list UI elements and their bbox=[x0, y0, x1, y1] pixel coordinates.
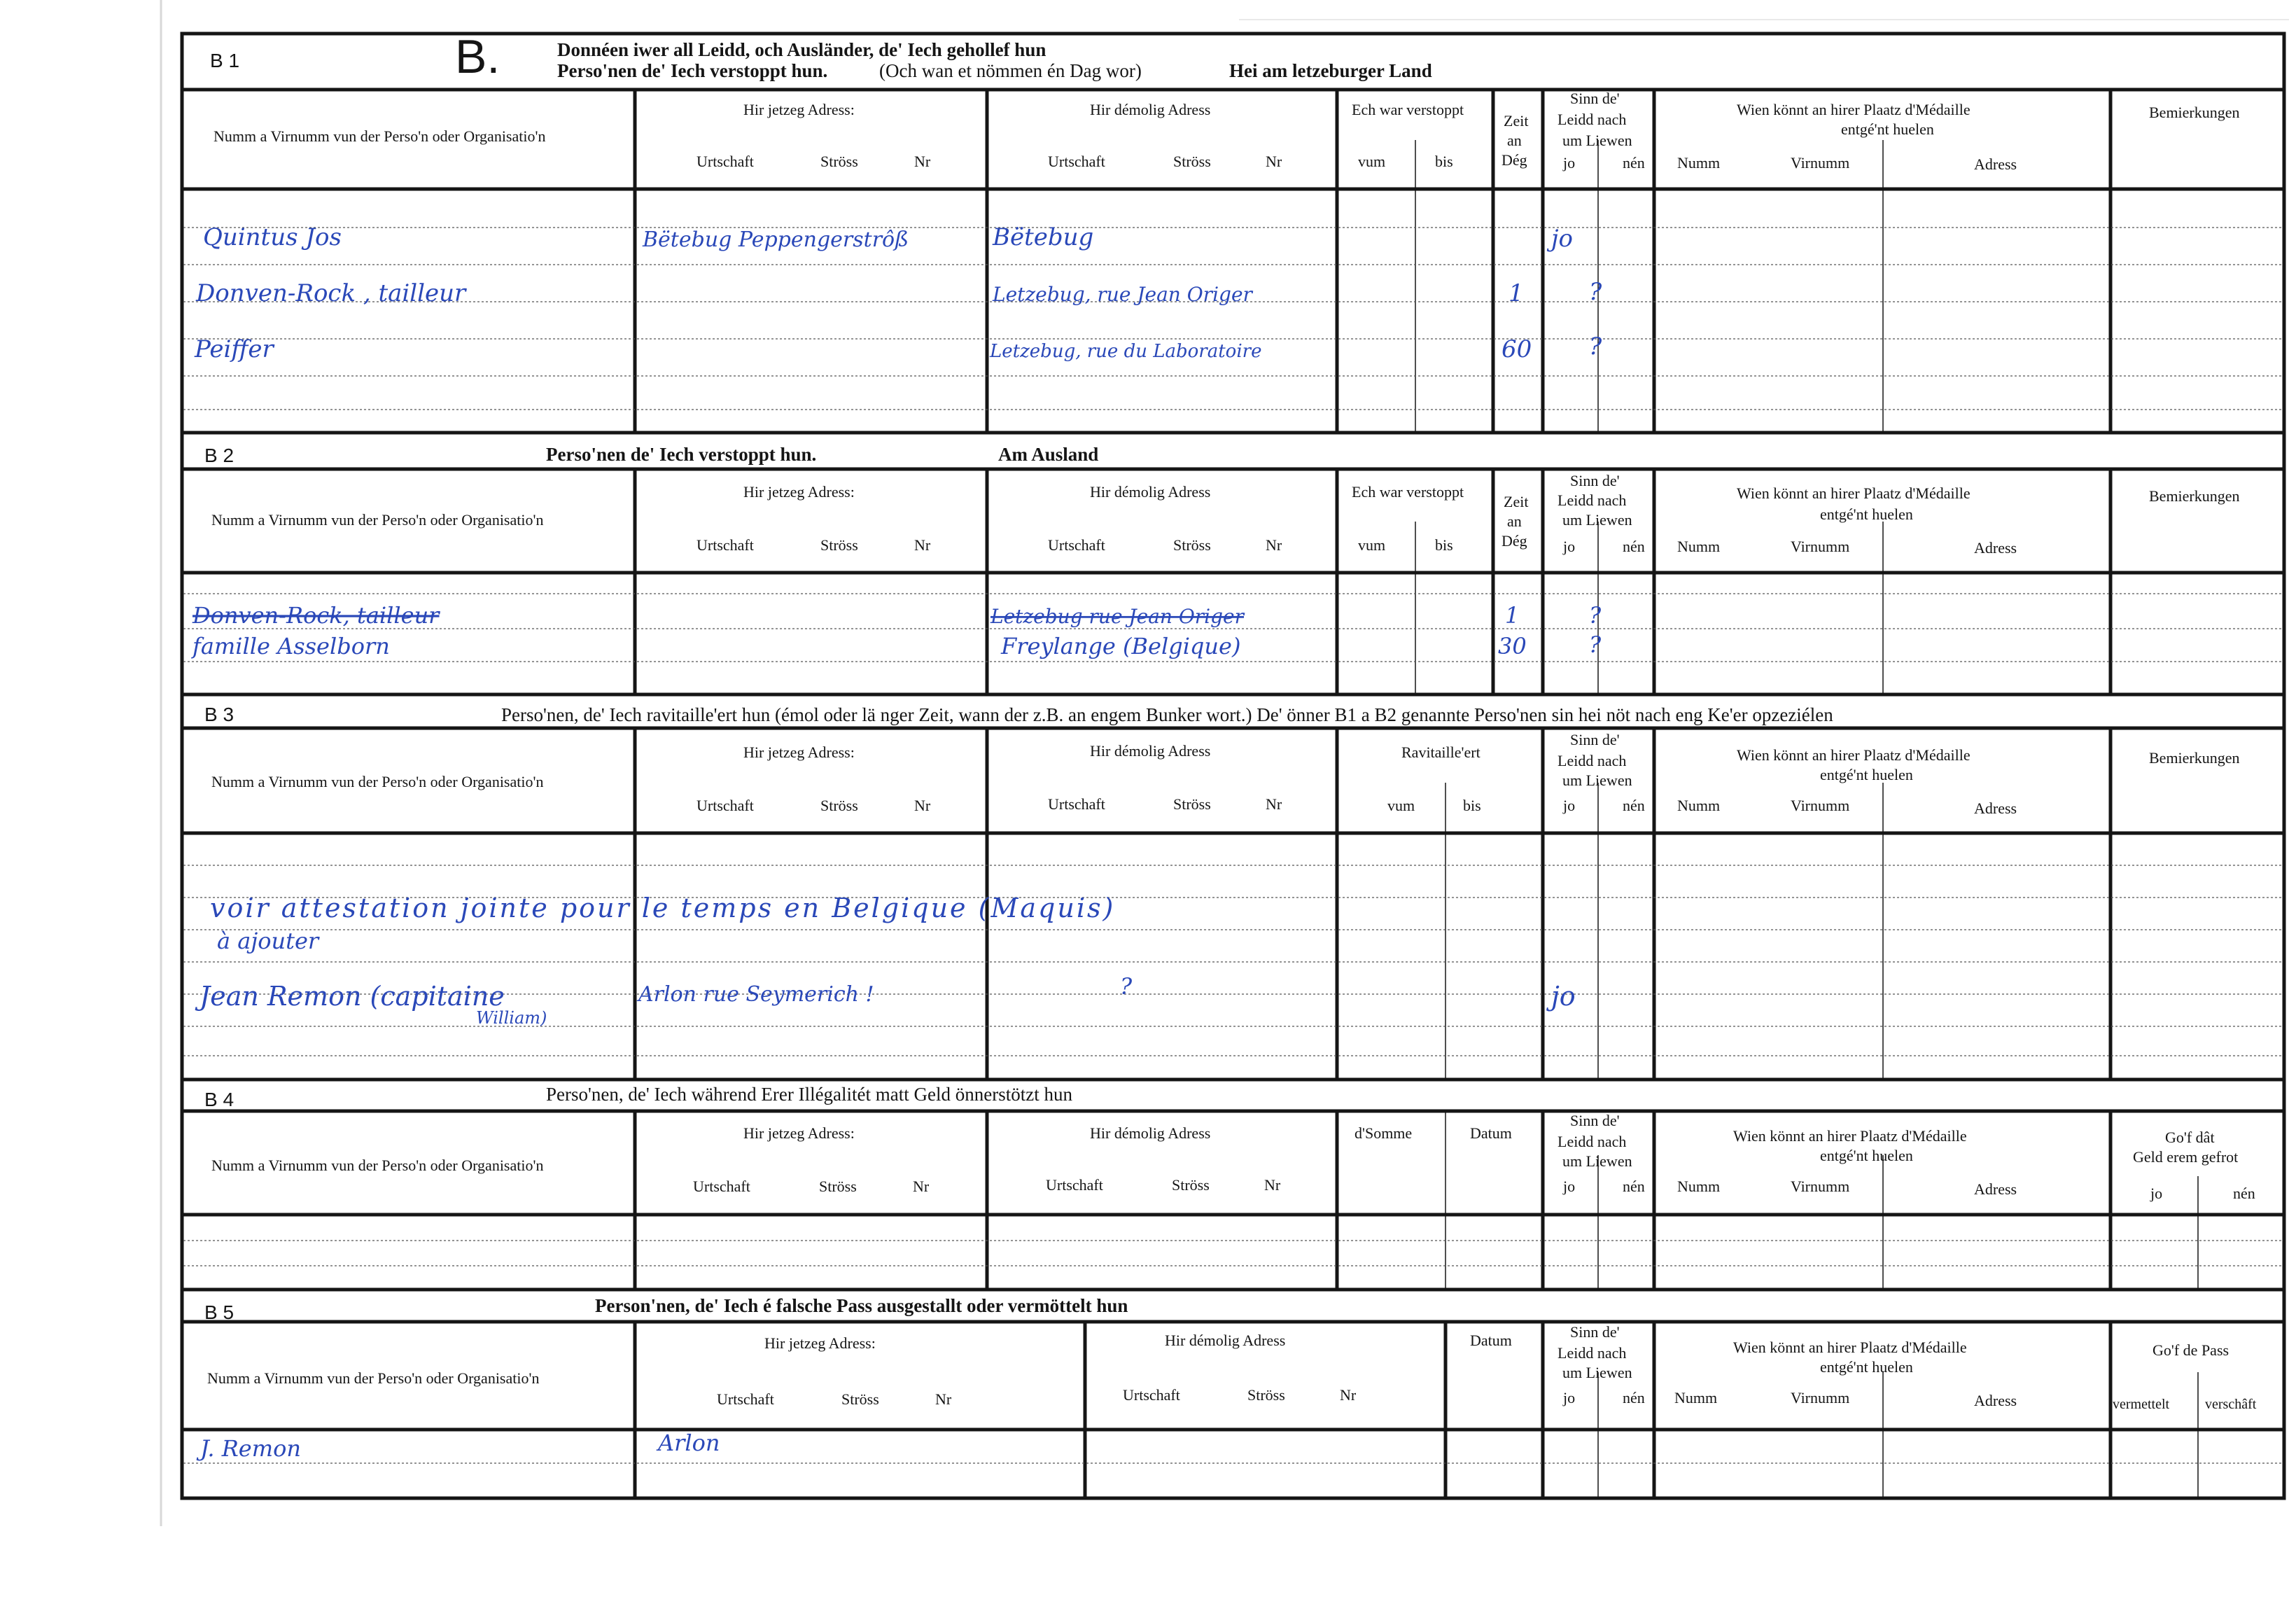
col-surname: Numm bbox=[1674, 1389, 1718, 1406]
col-medal: Wien könnt an hirer Plaatz d'Médaille bbox=[1737, 746, 1970, 764]
col-hidden: Ech war verstoppt bbox=[1352, 101, 1464, 118]
col-surname: Numm bbox=[1677, 1178, 1721, 1195]
col-locality: Urtschaft bbox=[1048, 795, 1105, 813]
col-issued: verschâft bbox=[2205, 1397, 2257, 1412]
col-street: Ströss bbox=[820, 153, 858, 170]
col-locality: Urtschaft bbox=[1048, 536, 1105, 554]
col-former-address: Hir démolig Adress bbox=[1090, 483, 1211, 501]
col-alive: Leidd nach bbox=[1558, 752, 1627, 769]
col-street: Ströss bbox=[1173, 153, 1211, 170]
section-title-b1: Hei am letzeburger Land bbox=[1229, 60, 1432, 81]
col-medal: Wien könnt an hirer Plaatz d'Médaille bbox=[1733, 1127, 1967, 1145]
b1-row2-former: Letzebug, rue Jean Origer bbox=[993, 283, 1252, 306]
col-medal: entgé'nt huelen bbox=[1820, 1147, 1913, 1164]
col-nr: Nr bbox=[914, 536, 931, 554]
col-no: nén bbox=[1623, 154, 1645, 172]
col-hidden: Ech war verstoppt bbox=[1352, 483, 1464, 501]
col-remarks: Bemierkungen bbox=[2149, 104, 2240, 121]
col-name: Numm a Virnumm vun der Perso'n oder Organisatio'n bbox=[211, 773, 544, 790]
col-firstname: Virnumm bbox=[1791, 538, 1850, 555]
col-locality: Urtschaft bbox=[696, 797, 754, 814]
col-address: Adress bbox=[1974, 1180, 2017, 1198]
col-yes: jo bbox=[2150, 1185, 2163, 1202]
col-locality: Urtschaft bbox=[1048, 153, 1105, 170]
col-street: Ströss bbox=[1172, 1176, 1210, 1194]
col-name: Numm a Virnumm vun der Perso'n oder Organisatio'n bbox=[214, 127, 546, 145]
col-street: Ströss bbox=[820, 536, 858, 554]
col-former-address: Hir démolig Adress bbox=[1090, 1124, 1211, 1142]
col-former-address: Hir démolig Adress bbox=[1165, 1332, 1286, 1349]
col-medal: entgé'nt huelen bbox=[1820, 766, 1913, 783]
col-nr: Nr bbox=[1266, 153, 1282, 170]
col-locality: Urtschaft bbox=[717, 1390, 774, 1408]
col-current-address: Hir jetzeg Adress: bbox=[743, 483, 855, 501]
col-locality: Urtschaft bbox=[693, 1178, 750, 1195]
col-time: Dég bbox=[1502, 532, 1527, 550]
col-alive: Leidd nach bbox=[1558, 111, 1627, 128]
b5-row-current: Arlon bbox=[658, 1430, 720, 1456]
col-medal: Wien könnt an hirer Plaatz d'Médaille bbox=[1737, 101, 1970, 118]
col-firstname: Virnumm bbox=[1791, 154, 1850, 172]
col-time: Zeit bbox=[1504, 493, 1529, 510]
col-alive: Sinn de' bbox=[1570, 90, 1620, 107]
b1-row3-former: Letzebug, rue du Laboratoire bbox=[990, 341, 1262, 362]
b2-row2-days: 30 bbox=[1498, 633, 1527, 659]
section-region-b2: Am Ausland bbox=[998, 444, 1099, 465]
col-nr: Nr bbox=[935, 1390, 952, 1408]
col-alive: um Liewen bbox=[1562, 511, 1632, 529]
col-no: nén bbox=[1623, 1389, 1645, 1406]
col-yes: jo bbox=[1563, 154, 1576, 172]
col-alive: Sinn de' bbox=[1570, 1112, 1620, 1129]
col-yes: jo bbox=[1563, 1178, 1576, 1195]
col-name: Numm a Virnumm vun der Perso'n oder Organisatio'n bbox=[207, 1369, 540, 1387]
col-date: Datum bbox=[1470, 1332, 1512, 1349]
col-alive: Leidd nach bbox=[1558, 491, 1627, 509]
col-nr: Nr bbox=[1340, 1386, 1357, 1404]
section-title-b4: Perso'nen, de' Iech während Erer Illégalitét matt Geld önnerstötzt hun bbox=[546, 1084, 1072, 1105]
section-code-b4: B 4 bbox=[204, 1089, 234, 1110]
b3-row-alive: jo bbox=[1551, 981, 1576, 1012]
b3-row-former: ? bbox=[1120, 973, 1133, 1000]
col-pass: Go'f de Pass bbox=[2152, 1341, 2230, 1359]
header-line-1: Donnéen iwer all Leidd, och Ausländer, de' Iech gehollef hun bbox=[557, 39, 1046, 60]
col-remarks: Bemierkungen bbox=[2149, 487, 2240, 505]
section-title-b5: Person'nen, de' Iech é falsche Pass ausgestallt oder vermöttelt hun bbox=[595, 1295, 1128, 1316]
b1-row1-current: Bëtebug Peppengerstrôß bbox=[643, 228, 909, 252]
col-former-address: Hir démolig Adress bbox=[1090, 101, 1211, 118]
b1-row3-name: Peiffer bbox=[195, 335, 274, 363]
b2-row2-alive: ? bbox=[1589, 631, 1602, 658]
col-alive: Sinn de' bbox=[1570, 731, 1620, 748]
col-locality: Urtschaft bbox=[1123, 1386, 1180, 1404]
col-firstname: Virnumm bbox=[1791, 1178, 1850, 1195]
col-medal: entgé'nt huelen bbox=[1820, 505, 1913, 523]
b2-row2-former: Freylange (Belgique) bbox=[1001, 633, 1241, 659]
col-alive: um Liewen bbox=[1562, 1152, 1632, 1170]
col-alive: Leidd nach bbox=[1558, 1344, 1627, 1362]
b1-row2-name: Donven-Rock , tailleur bbox=[196, 279, 466, 307]
col-remarks: Bemierkungen bbox=[2149, 749, 2240, 767]
col-time: an bbox=[1507, 512, 1522, 530]
b2-row1-days: 1 bbox=[1505, 602, 1520, 629]
b1-row3-alive: ? bbox=[1589, 333, 1602, 361]
col-alive: Sinn de' bbox=[1570, 472, 1620, 489]
b1-row2-days: 1 bbox=[1508, 279, 1524, 307]
col-alive: um Liewen bbox=[1562, 132, 1632, 149]
col-no: nén bbox=[2233, 1185, 2255, 1202]
col-medal: Wien könnt an hirer Plaatz d'Médaille bbox=[1737, 484, 1970, 502]
section-b4 bbox=[182, 1084, 2284, 1290]
header-line-2: Perso'nen de' Iech verstoppt hun. bbox=[557, 60, 828, 81]
col-to: bis bbox=[1435, 153, 1453, 170]
b3-note-2: à ajouter bbox=[217, 928, 319, 954]
col-no: nén bbox=[1623, 1178, 1645, 1195]
col-nr: Nr bbox=[914, 153, 931, 170]
section-code-b3: B 3 bbox=[204, 704, 234, 725]
title-letter: B. bbox=[455, 30, 500, 83]
col-supplied: Ravitaille'ert bbox=[1401, 743, 1480, 761]
col-locality: Urtschaft bbox=[1046, 1176, 1103, 1194]
col-money: Go'f dât bbox=[2165, 1129, 2215, 1146]
col-medal: entgé'nt huelen bbox=[1820, 1358, 1913, 1376]
col-street: Ströss bbox=[820, 797, 858, 814]
section-code-b1: B 1 bbox=[210, 50, 240, 71]
col-date: Datum bbox=[1470, 1124, 1512, 1142]
b1-row3-days: 60 bbox=[1502, 335, 1532, 363]
col-yes: jo bbox=[1563, 1389, 1576, 1406]
form-frame bbox=[182, 34, 2284, 1498]
b3-row-name-2: William) bbox=[476, 1008, 547, 1028]
col-nr: Nr bbox=[1264, 1176, 1281, 1194]
col-street: Ströss bbox=[1173, 795, 1211, 813]
col-locality: Urtschaft bbox=[696, 153, 754, 170]
col-current-address: Hir jetzeg Adress: bbox=[743, 101, 855, 118]
section-title-b3: Perso'nen, de' Iech ravitaille'ert hun (émol oder lä nger Zeit, wann der z.B. an engem Bunker wort.) De' önner B1 a B2 genannte Perso'nen sin hei nöt nach eng Ke'er opzeziélen bbox=[501, 704, 1833, 725]
col-address: Adress bbox=[1974, 799, 2017, 817]
col-surname: Numm bbox=[1677, 538, 1721, 555]
col-locality: Urtschaft bbox=[696, 536, 754, 554]
b1-row1-former: Bëtebug bbox=[993, 223, 1094, 251]
col-firstname: Virnumm bbox=[1791, 797, 1850, 814]
col-from: vum bbox=[1358, 153, 1386, 170]
col-name: Numm a Virnumm vun der Perso'n oder Organisatio'n bbox=[211, 511, 544, 529]
col-no: nén bbox=[1623, 797, 1645, 814]
col-medal: entgé'nt huelen bbox=[1841, 120, 1934, 138]
col-surname: Numm bbox=[1677, 797, 1721, 814]
b2-row1-name: Donven-Rock, tailleur bbox=[192, 602, 440, 629]
b2-row2-name: famille Asselborn bbox=[192, 633, 390, 659]
col-alive: Sinn de' bbox=[1570, 1323, 1620, 1341]
col-current-address: Hir jetzeg Adress: bbox=[764, 1334, 876, 1352]
col-nr: Nr bbox=[914, 797, 931, 814]
section-b1 bbox=[182, 30, 2284, 433]
col-former-address: Hir démolig Adress bbox=[1090, 742, 1211, 760]
col-money: Geld erem gefrot bbox=[2133, 1148, 2239, 1166]
col-yes: jo bbox=[1563, 797, 1576, 814]
col-firstname: Virnumm bbox=[1791, 1389, 1850, 1406]
col-medal: Wien könnt an hirer Plaatz d'Médaille bbox=[1733, 1339, 1967, 1356]
col-time: Zeit bbox=[1504, 112, 1529, 130]
col-address: Adress bbox=[1974, 539, 2017, 557]
col-yes: jo bbox=[1563, 538, 1576, 555]
b1-row1-name: Quintus Jos bbox=[203, 223, 342, 251]
col-to: bis bbox=[1463, 797, 1481, 814]
b5-row-name: J. Remon bbox=[200, 1435, 301, 1462]
col-from: vum bbox=[1358, 536, 1386, 554]
b2-row1-alive: ? bbox=[1589, 602, 1602, 629]
col-alive: um Liewen bbox=[1562, 771, 1632, 789]
col-mediated: vermettelt bbox=[2113, 1397, 2170, 1412]
col-address: Adress bbox=[1974, 155, 2017, 173]
header-line-2b: (Och wan et nömmen én Dag wor) bbox=[879, 60, 1142, 81]
col-nr: Nr bbox=[1266, 536, 1282, 554]
b3-row-current: Arlon rue Seymerich ! bbox=[638, 982, 874, 1007]
section-code-b5: B 5 bbox=[204, 1301, 234, 1323]
col-surname: Numm bbox=[1677, 154, 1721, 172]
col-no: nén bbox=[1623, 538, 1645, 555]
col-sum: d'Somme bbox=[1354, 1124, 1413, 1142]
col-to: bis bbox=[1435, 536, 1453, 554]
col-name: Numm a Virnumm vun der Perso'n oder Organisatio'n bbox=[211, 1157, 544, 1174]
col-alive: um Liewen bbox=[1562, 1364, 1632, 1381]
b3-note-1: voir attestation jointe pour le temps en Belgique (Maquis) bbox=[210, 893, 1116, 923]
col-nr: Nr bbox=[1266, 795, 1282, 813]
col-from: vum bbox=[1387, 797, 1415, 814]
col-time: an bbox=[1507, 132, 1522, 149]
col-street: Ströss bbox=[1247, 1386, 1285, 1404]
section-code-b2: B 2 bbox=[204, 445, 234, 466]
b1-row1-alive: jo bbox=[1551, 225, 1574, 253]
col-street: Ströss bbox=[1173, 536, 1211, 554]
b1-row2-alive: ? bbox=[1589, 278, 1602, 306]
col-street: Ströss bbox=[841, 1390, 879, 1408]
col-current-address: Hir jetzeg Adress: bbox=[743, 1124, 855, 1142]
section-b5 bbox=[182, 1295, 2284, 1430]
col-street: Ströss bbox=[819, 1178, 857, 1195]
col-current-address: Hir jetzeg Adress: bbox=[743, 743, 855, 761]
section-title-b2: Perso'nen de' Iech verstoppt hun. bbox=[546, 444, 817, 465]
col-alive: Leidd nach bbox=[1558, 1133, 1627, 1150]
b2-row1-former: Letzebug rue Jean Origer bbox=[990, 605, 1245, 628]
col-address: Adress bbox=[1974, 1392, 2017, 1409]
b3-row-name: Jean Remon (capitaine bbox=[200, 981, 505, 1012]
col-time: Dég bbox=[1502, 151, 1527, 169]
col-nr: Nr bbox=[913, 1178, 930, 1195]
